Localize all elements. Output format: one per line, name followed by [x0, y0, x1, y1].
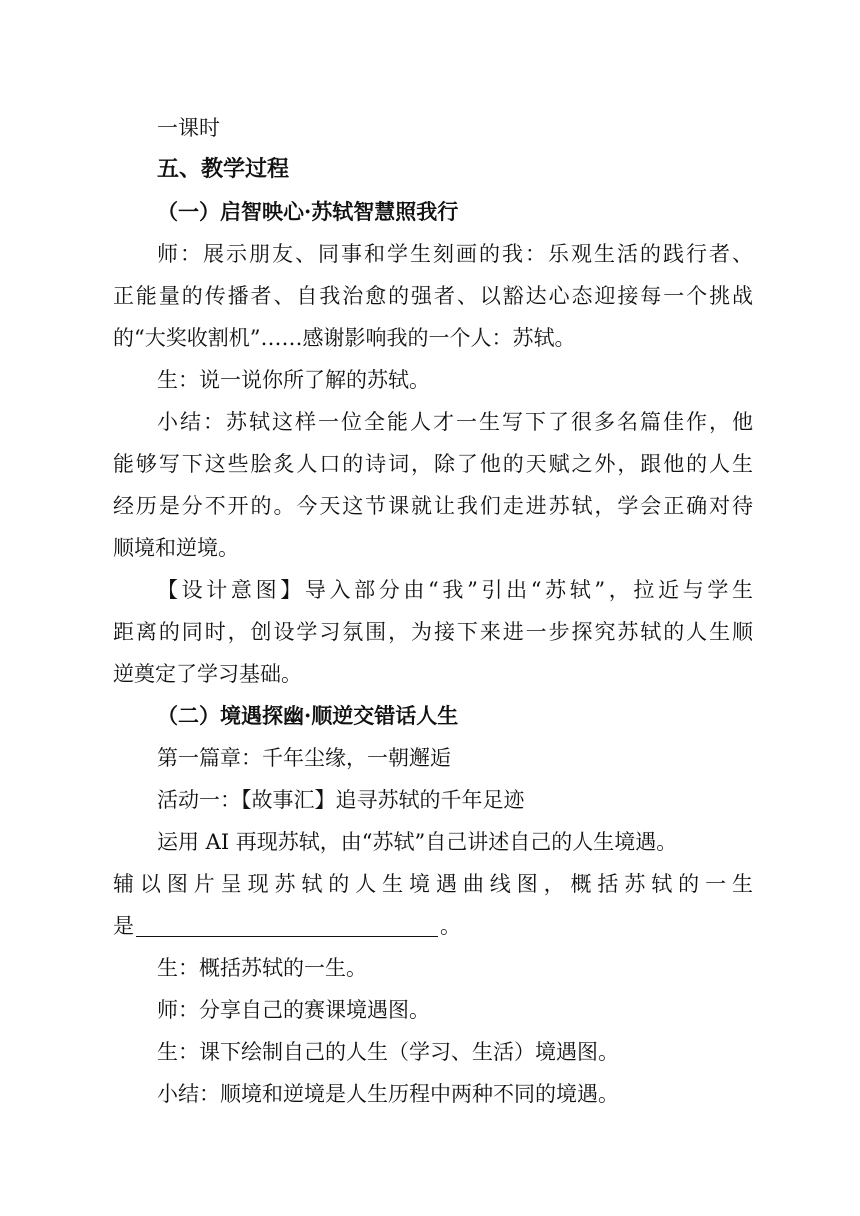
paragraph-line: 距离的同时，创设学习氛围，为接下来进一步探究苏轼的人生顺 — [113, 620, 753, 644]
paragraph-line: 逆奠定了学习基础。 — [113, 662, 302, 686]
paragraph-line: 第一篇章：千年尘缘，一朝邂逅 — [157, 746, 451, 770]
paragraph-line: 生：概括苏轼的一生。 — [157, 956, 367, 980]
paragraph-line: 生：说一说你所了解的苏轼。 — [157, 368, 430, 392]
paragraph-line: 能够写下这些脍炙人口的诗词，除了他的天赋之外，跟他的人生 — [113, 452, 753, 476]
fill-in-prefix: 是 — [113, 914, 134, 938]
paragraph-line: 的“大奖收割机”……感谢影响我的一个人：苏轼。 — [113, 326, 576, 350]
paragraph-line: 活动一：【故事汇】追寻苏轼的千年足迹 — [157, 788, 525, 812]
subsection-heading: （一）启智映心·苏轼智慧照我行 — [157, 199, 459, 224]
subsection-heading: （二）境遇探幽·顺逆交错话人生 — [157, 703, 459, 728]
fill-in-line — [113, 911, 753, 941]
paragraph-line: 经历是分不开的。今天这节课就让我们走进苏轼，学会正确对待 — [113, 494, 753, 518]
paragraph-line: 辅以图片呈现苏轼的人生境遇曲线图，概括苏轼的一生 — [113, 872, 753, 896]
paragraph-line: 运用 AI 再现苏轼，由“苏轼”自己讲述自己的人生境遇。 — [157, 830, 678, 854]
paragraph-line: 正能量的传播者、自我治愈的强者、以豁达心态迎接每一个挑战 — [113, 284, 753, 308]
paragraph-line: 师：展示朋友、同事和学生刻画的我：乐观生活的践行者、 — [157, 242, 753, 266]
section-heading: 五、教学过程 — [157, 157, 290, 182]
text-line: 一课时 — [157, 116, 220, 140]
paragraph-line: 顺境和逆境。 — [113, 536, 239, 560]
answer-blank[interactable] — [136, 914, 438, 937]
paragraph-line: 生：课下绘制自己的人生（学习、生活）境遇图。 — [157, 1040, 619, 1064]
paragraph-line: 【设计意图】导入部分由“我”引出“苏轼”，拉近与学生 — [157, 578, 753, 602]
paragraph-line: 小结：顺境和逆境是人生历程中两种不同的境遇。 — [157, 1082, 619, 1106]
paragraph-line: 师：分享自己的赛课境遇图。 — [157, 998, 430, 1022]
fill-in-suffix: 。 — [440, 914, 461, 938]
paragraph-line: 小结：苏轼这样一位全能人才一生写下了很多名篇佳作，他 — [157, 410, 753, 434]
